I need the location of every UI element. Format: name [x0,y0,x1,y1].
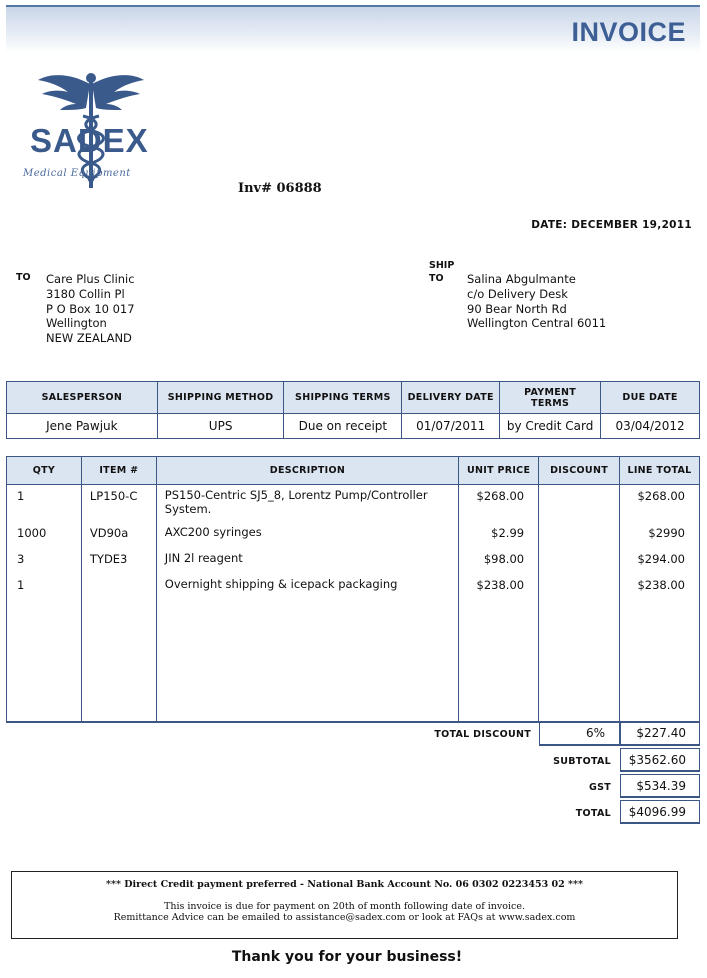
qty-cell: 1000 [7,522,82,548]
bill-to-line: Wellington [46,316,107,331]
empty-cell [7,600,82,722]
unit-price-cell: $98.00 [459,548,539,574]
thank-you-message: Thank you for your business! [231,949,463,965]
shipping-terms-cell: Due on receipt [284,414,402,439]
salesperson-cell: Jene Pawjuk [7,414,158,439]
col-header: QTY [7,457,82,485]
qty-cell: 3 [7,548,82,574]
discount-cell [539,485,620,522]
item-number-cell: TYDE3 [81,548,156,574]
line-total-cell: $294.00 [620,548,700,574]
logo-tagline: Medical Equipment [23,168,131,179]
subtotal-label: SUBTOTAL [553,756,611,767]
unit-price-cell: $238.00 [459,574,539,600]
total-discount-label: TOTAL DISCOUNT [434,729,531,740]
col-header: SALESPERSON [7,382,158,414]
bill-to-line: 3180 Collin Pl [46,286,125,301]
discount-cell [539,574,620,600]
empty-cell [81,600,156,722]
table-filler-row [7,600,700,722]
ship-to-label-line: TO [429,273,444,284]
description-cell: AXC200 syringes [156,522,458,548]
ship-to-line: Wellington Central 6011 [467,316,607,331]
empty-cell [539,600,620,722]
col-header: UNIT PRICE [459,457,539,485]
remittance-note: Remittance Advice can be emailed to assistance@sadex.com or look at FAQs at www.sadex.com [113,912,576,923]
ship-to-line: Salina Abgulmante [467,272,576,286]
payment-notes [11,871,678,939]
col-header: PAYMENT TERMS [500,382,601,414]
description-cell: JIN 2l reagent [156,548,458,574]
discount-value: $227.40 [620,721,700,746]
bill-to-label: TO [16,272,31,283]
description-cell: Overnight shipping & icepack packaging [156,574,458,600]
subtotal-value: $3562.60 [620,748,700,772]
table-header-row [7,457,700,485]
description-cell: PS150-Centric SJ5_8, Lorentz Pump/Controller System. [156,485,458,522]
table-row [7,414,700,439]
payment-preference: *** Direct Credit payment preferred - National Bank Account No. 06 0302 0223453 02 *** [106,879,583,890]
bill-to-line: P O Box 10 017 [46,301,135,316]
col-header: DISCOUNT [539,457,620,485]
discount-cell [539,522,620,548]
table-row [7,522,700,548]
line-total-cell: $268.00 [620,485,700,522]
discount-cell [539,548,620,574]
invoice-number: Inv# 06888 [238,181,322,196]
col-header: DESCRIPTION [156,457,458,485]
bill-to-line: Care Plus Clinic [46,272,135,286]
empty-cell [156,600,458,722]
ship-to-line: c/o Delivery Desk [467,286,568,301]
logo-wordmark: SADEX [30,122,149,159]
bill-to-line: NEW ZEALAND [46,331,132,346]
shipping-info-table [6,381,700,439]
line-total-cell: $2990 [620,522,700,548]
gst-label: GST [588,782,611,793]
ship-to-label-line: SHIP [429,260,455,271]
payment-due-note: This invoice is due for payment on 20th of month following date of invoice. [164,901,525,912]
empty-cell [459,600,539,722]
due-date-cell: 03/04/2012 [601,414,700,439]
table-row [7,485,700,522]
col-header: LINE TOTAL [620,457,700,485]
payment-terms-cell: by Credit Card [500,414,601,439]
table-header-row [7,382,700,414]
discount-rate: 6% [539,721,620,746]
ship-to-address [467,272,606,331]
header-bar [6,5,700,53]
item-number-cell: VD90a [81,522,156,548]
shipping-method-cell: UPS [157,414,284,439]
company-logo [20,68,160,192]
line-items-table [6,456,700,723]
total-value: $4096.99 [620,800,700,824]
delivery-date-cell: 01/07/2011 [402,414,500,439]
col-header: DELIVERY DATE [402,382,500,414]
col-header: DUE DATE [601,382,700,414]
ship-to-line: 90 Bear North Rd [467,301,567,316]
invoice-title: INVOICE [571,17,686,47]
item-number-cell: LP150-C [81,485,156,522]
gst-value: $534.39 [620,774,700,798]
qty-cell: 1 [7,574,82,600]
col-header: SHIPPING METHOD [157,382,284,414]
table-row [7,574,700,600]
item-number-cell [81,574,156,600]
invoice-date: DATE: DECEMBER 19,2011 [531,219,692,231]
table-row [7,548,700,574]
total-label: TOTAL [575,808,611,819]
qty-cell: 1 [7,485,82,522]
line-total-cell: $238.00 [620,574,700,600]
empty-cell [620,600,700,722]
unit-price-cell: $2.99 [459,522,539,548]
bill-to-address [46,272,135,346]
unit-price-cell: $268.00 [459,485,539,522]
ship-to-label [429,259,454,285]
col-header: ITEM # [81,457,156,485]
col-header: SHIPPING TERMS [284,382,402,414]
